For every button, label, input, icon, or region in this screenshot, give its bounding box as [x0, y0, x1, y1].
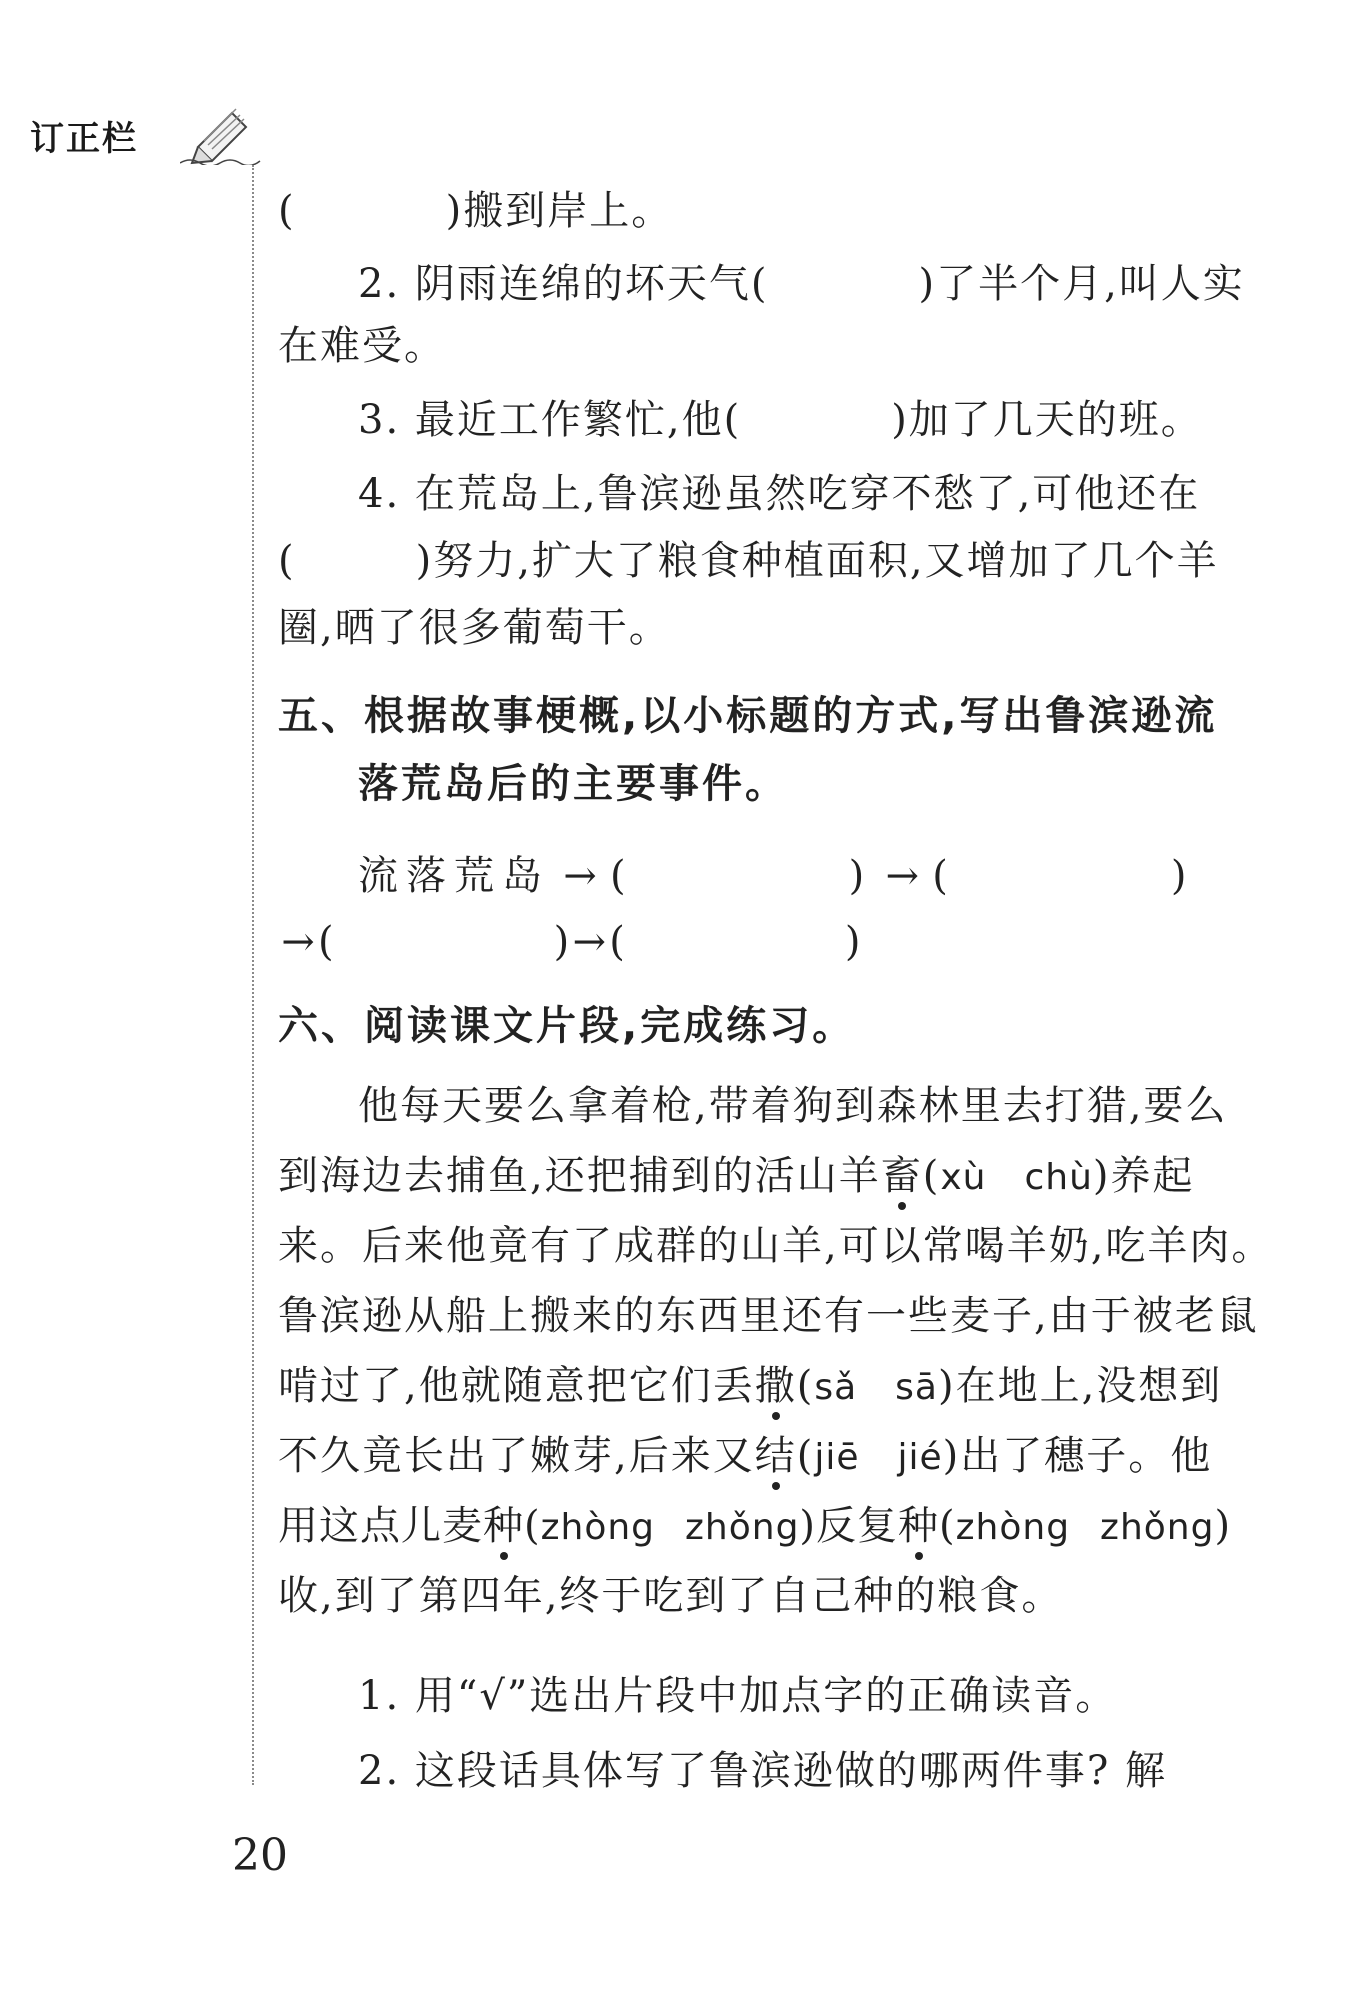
pinyin-option[interactable]: zhòng	[540, 1507, 656, 1548]
arrow-icon: →	[885, 853, 919, 899]
pinyin-option[interactable]: chù	[1024, 1157, 1093, 1198]
correction-column-label: 订正栏	[30, 119, 138, 159]
passage-line-8: 收,到了第四年,终于吃到了自己种的粮食。	[278, 1573, 1064, 1619]
pinyin-option[interactable]: xù	[940, 1157, 987, 1198]
passage-line-6: 不久竟长出了嫩芽,后来又结(jiē jié)出了穗子。他	[278, 1420, 1238, 1492]
section-5-heading-cont: 落荒岛后的主要事件。	[358, 761, 788, 807]
pinyin-option[interactable]: zhǒng	[685, 1507, 800, 1548]
passage-line-7: 用这点儿麦种(zhòng zhǒng)反复种(zhòng zhǒng)	[278, 1490, 1238, 1562]
dotted-character: 畜	[881, 1140, 923, 1212]
page-number: 20	[232, 1830, 288, 1881]
correction-column-divider	[252, 165, 254, 1785]
pinyin-option[interactable]: jié	[897, 1437, 943, 1478]
passage-line-1: 他每天要么拿着枪,带着狗到森林里去打猎,要么	[358, 1083, 1228, 1129]
question-2: 2. 这段话具体写了鲁滨逊做的哪两件事? 解	[358, 1748, 1168, 1794]
fill-item-2: 2. 阴雨连绵的坏天气( )了半个月,叫人实	[358, 261, 1245, 307]
dotted-character: 撒	[755, 1350, 797, 1422]
arrow-icon: →	[572, 919, 606, 965]
passage-line-3: 来。后来他竟有了成群的山羊,可以常喝羊奶,吃羊肉。	[278, 1223, 1274, 1269]
fill-item-4-cont: ( )努力,扩大了粮食种植面积,又增加了几个羊	[278, 538, 1219, 584]
pinyin-option[interactable]: jiē	[814, 1437, 860, 1478]
event-flow-row-2: →( )→( )	[278, 906, 1238, 978]
fill-item-4: 4. 在荒岛上,鲁滨逊虽然吃穿不愁了,可他还在	[358, 471, 1201, 517]
fill-item-3: 3. 最近工作繁忙,他( )加了几天的班。	[358, 397, 1203, 443]
passage-line-4: 鲁滨逊从船上搬来的东西里还有一些麦子,由于被老鼠	[278, 1293, 1259, 1339]
pinyin-option[interactable]: zhòng	[955, 1507, 1071, 1548]
passage-line-5: 啃过了,他就随意把它们丢撒(sǎ sā)在地上,没想到	[278, 1350, 1238, 1422]
flow-start: 流落荒岛	[358, 853, 550, 899]
dotted-character: 种	[483, 1490, 524, 1562]
fill-item-2-cont: 在难受。	[278, 323, 446, 369]
dotted-character: 种	[898, 1490, 939, 1562]
question-1: 1. 用“√”选出片段中加点字的正确读音。	[358, 1673, 1118, 1719]
pencil-icon	[180, 105, 270, 165]
section-5-heading: 五、根据故事梗概,以小标题的方式,写出鲁滨逊流	[278, 693, 1218, 739]
fill-item-4-cont2: 圈,晒了很多葡萄干。	[278, 605, 671, 651]
pinyin-option[interactable]: sǎ	[814, 1367, 858, 1408]
passage-line-2: 到海边去捕鱼,还把捕到的活山羊畜(xù chù)养起	[278, 1140, 1238, 1212]
correction-column-header	[30, 105, 250, 165]
pinyin-option[interactable]: sā	[895, 1367, 938, 1408]
fill-item-1-end: ( )搬到岸上。	[278, 188, 674, 234]
pinyin-option[interactable]: zhǒng	[1100, 1507, 1215, 1548]
dotted-character: 结	[755, 1420, 797, 1492]
arrow-icon: →	[281, 919, 315, 965]
event-flow-row-1: 流落荒岛 → ( ) → ( )	[278, 840, 1238, 912]
arrow-icon: →	[563, 853, 597, 899]
section-6-heading: 六、阅读课文片段,完成练习。	[278, 1003, 856, 1049]
